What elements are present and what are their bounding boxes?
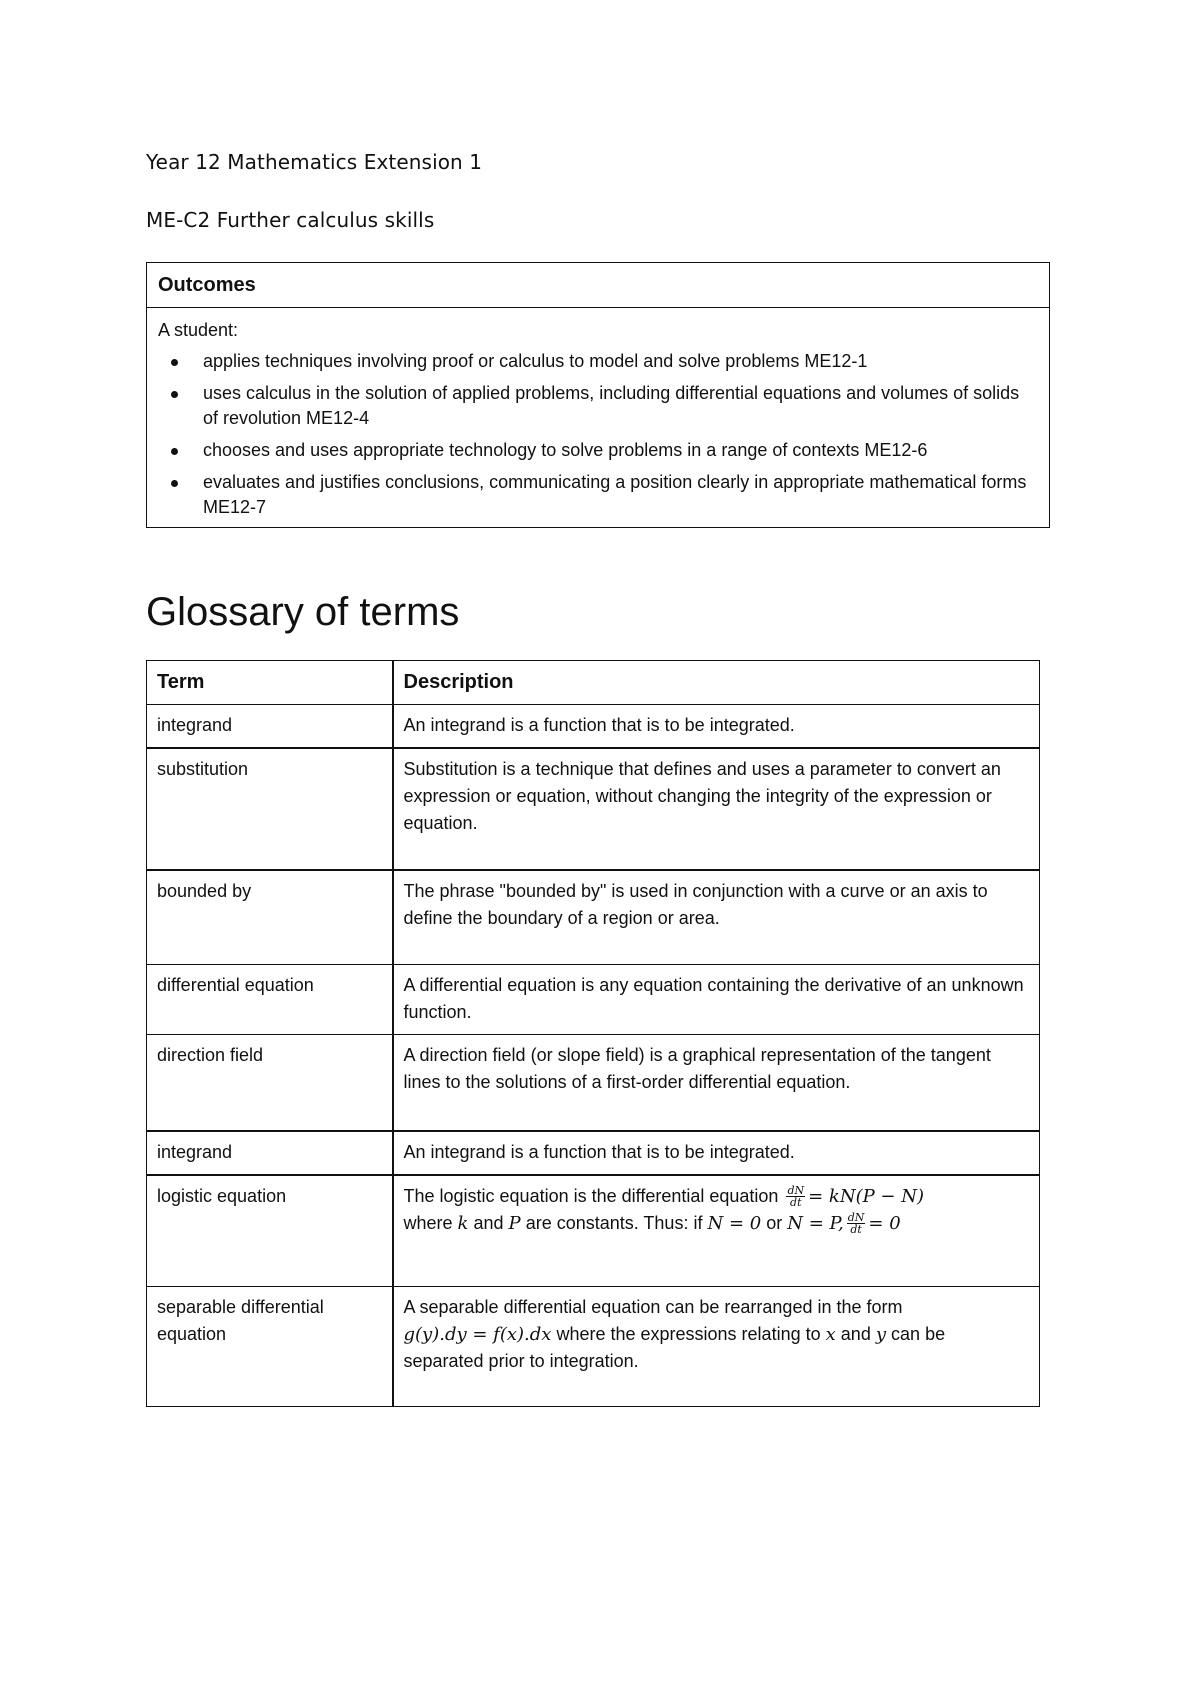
fraction-denominator: dt bbox=[850, 1223, 862, 1237]
description-text: or bbox=[766, 1212, 783, 1233]
table-row bbox=[147, 1131, 1040, 1175]
description-cell: An integrand is a function that is to be integrated. bbox=[393, 705, 1040, 748]
term-cell: substitution bbox=[147, 748, 393, 870]
table-row bbox=[147, 1287, 1040, 1407]
bullet-icon bbox=[171, 359, 178, 366]
math-variable: P bbox=[508, 1212, 521, 1234]
document-title: Year 12 Mathematics Extension 1 bbox=[146, 150, 483, 174]
description-text: and bbox=[473, 1212, 504, 1233]
term-cell: separable differential equation bbox=[147, 1287, 393, 1407]
math-expression: = kN(P − N) bbox=[808, 1185, 925, 1207]
description-text: can be separated prior to integration. bbox=[403, 1324, 946, 1371]
outcomes-box bbox=[146, 262, 1050, 528]
list-item bbox=[158, 438, 1037, 463]
table-row bbox=[147, 965, 1040, 1035]
math-expression: N = P, bbox=[787, 1212, 844, 1234]
outcomes-heading: Outcomes bbox=[147, 263, 1049, 308]
column-header-term: Term bbox=[147, 661, 393, 705]
derivative-fraction bbox=[786, 1185, 805, 1208]
term-cell: direction field bbox=[147, 1035, 393, 1131]
description-cell: A differential equation is any equation containing the derivative of an unknown function. bbox=[393, 965, 1040, 1035]
description-text: where the expressions relating to bbox=[556, 1324, 821, 1344]
list-item bbox=[158, 470, 1037, 520]
term-cell: differential equation bbox=[147, 965, 393, 1035]
term-cell: integrand bbox=[147, 1131, 393, 1175]
outcomes-list bbox=[158, 349, 1037, 520]
table-row bbox=[147, 1175, 1040, 1287]
description-text: where bbox=[403, 1212, 453, 1233]
term-cell: bounded by bbox=[147, 870, 393, 965]
glossary-table bbox=[146, 660, 1040, 1407]
glossary-heading: Glossary of terms bbox=[146, 590, 460, 634]
table-header-row bbox=[147, 661, 1040, 705]
outcome-text: uses calculus in the solution of applied problems, including differential equations and volumes of solids of revolution ME12-4 bbox=[203, 383, 1020, 428]
derivative-fraction bbox=[847, 1212, 866, 1235]
table-row bbox=[147, 748, 1040, 870]
outcome-text: chooses and uses appropriate technology to solve problems in a range of contexts ME12-6 bbox=[203, 440, 928, 460]
outcome-text: applies techniques involving proof or calculus to model and solve problems ME12-1 bbox=[203, 351, 868, 371]
math-expression: N = 0 bbox=[707, 1212, 762, 1234]
bullet-icon bbox=[171, 448, 178, 455]
description-cell: The phrase "bounded by" is used in conjunction with a curve or an axis to define the boundary of a region or area. bbox=[393, 870, 1040, 965]
description-cell: A direction field (or slope field) is a graphical representation of the tangent lines to the solutions of a first-order differential equation. bbox=[393, 1035, 1040, 1131]
list-item bbox=[158, 381, 1037, 431]
outcomes-body bbox=[147, 308, 1049, 520]
description-text: are constants. Thus: if bbox=[525, 1212, 703, 1233]
table-row bbox=[147, 705, 1040, 748]
outcome-text: evaluates and justifies conclusions, communicating a position clearly in appropriate mathematical forms ME12-7 bbox=[203, 472, 1027, 517]
table-row bbox=[147, 1035, 1040, 1131]
fraction-numerator: dN bbox=[847, 1211, 865, 1225]
math-variable: x bbox=[825, 1324, 836, 1345]
column-header-description: Description bbox=[393, 661, 1040, 705]
math-expression: = 0 bbox=[868, 1212, 901, 1234]
description-cell: An integrand is a function that is to be integrated. bbox=[393, 1131, 1040, 1175]
fraction-denominator: dt bbox=[790, 1196, 802, 1210]
description-cell bbox=[393, 1175, 1040, 1287]
list-item bbox=[158, 349, 1037, 374]
bullet-icon bbox=[171, 480, 178, 487]
description-text: and bbox=[840, 1324, 871, 1344]
table-row bbox=[147, 870, 1040, 965]
description-text: The logistic equation is the differential equation bbox=[403, 1185, 779, 1206]
description-cell: Substitution is a technique that defines and uses a parameter to convert an expression or equation, without changing the integrity of the expression or equation. bbox=[393, 748, 1040, 870]
math-variable: k bbox=[457, 1212, 469, 1234]
term-cell: logistic equation bbox=[147, 1175, 393, 1287]
bullet-icon bbox=[171, 391, 178, 398]
math-variable: y bbox=[875, 1324, 887, 1345]
fraction-numerator: dN bbox=[787, 1184, 805, 1198]
math-expression: g(y).dy = f(x).dx bbox=[403, 1324, 552, 1345]
document-subtitle: ME-C2 Further calculus skills bbox=[146, 208, 435, 232]
term-cell: integrand bbox=[147, 705, 393, 748]
description-text: A separable differential equation can be rearranged in the form bbox=[403, 1297, 903, 1317]
description-cell bbox=[393, 1287, 1040, 1407]
outcomes-intro: A student: bbox=[158, 320, 239, 340]
